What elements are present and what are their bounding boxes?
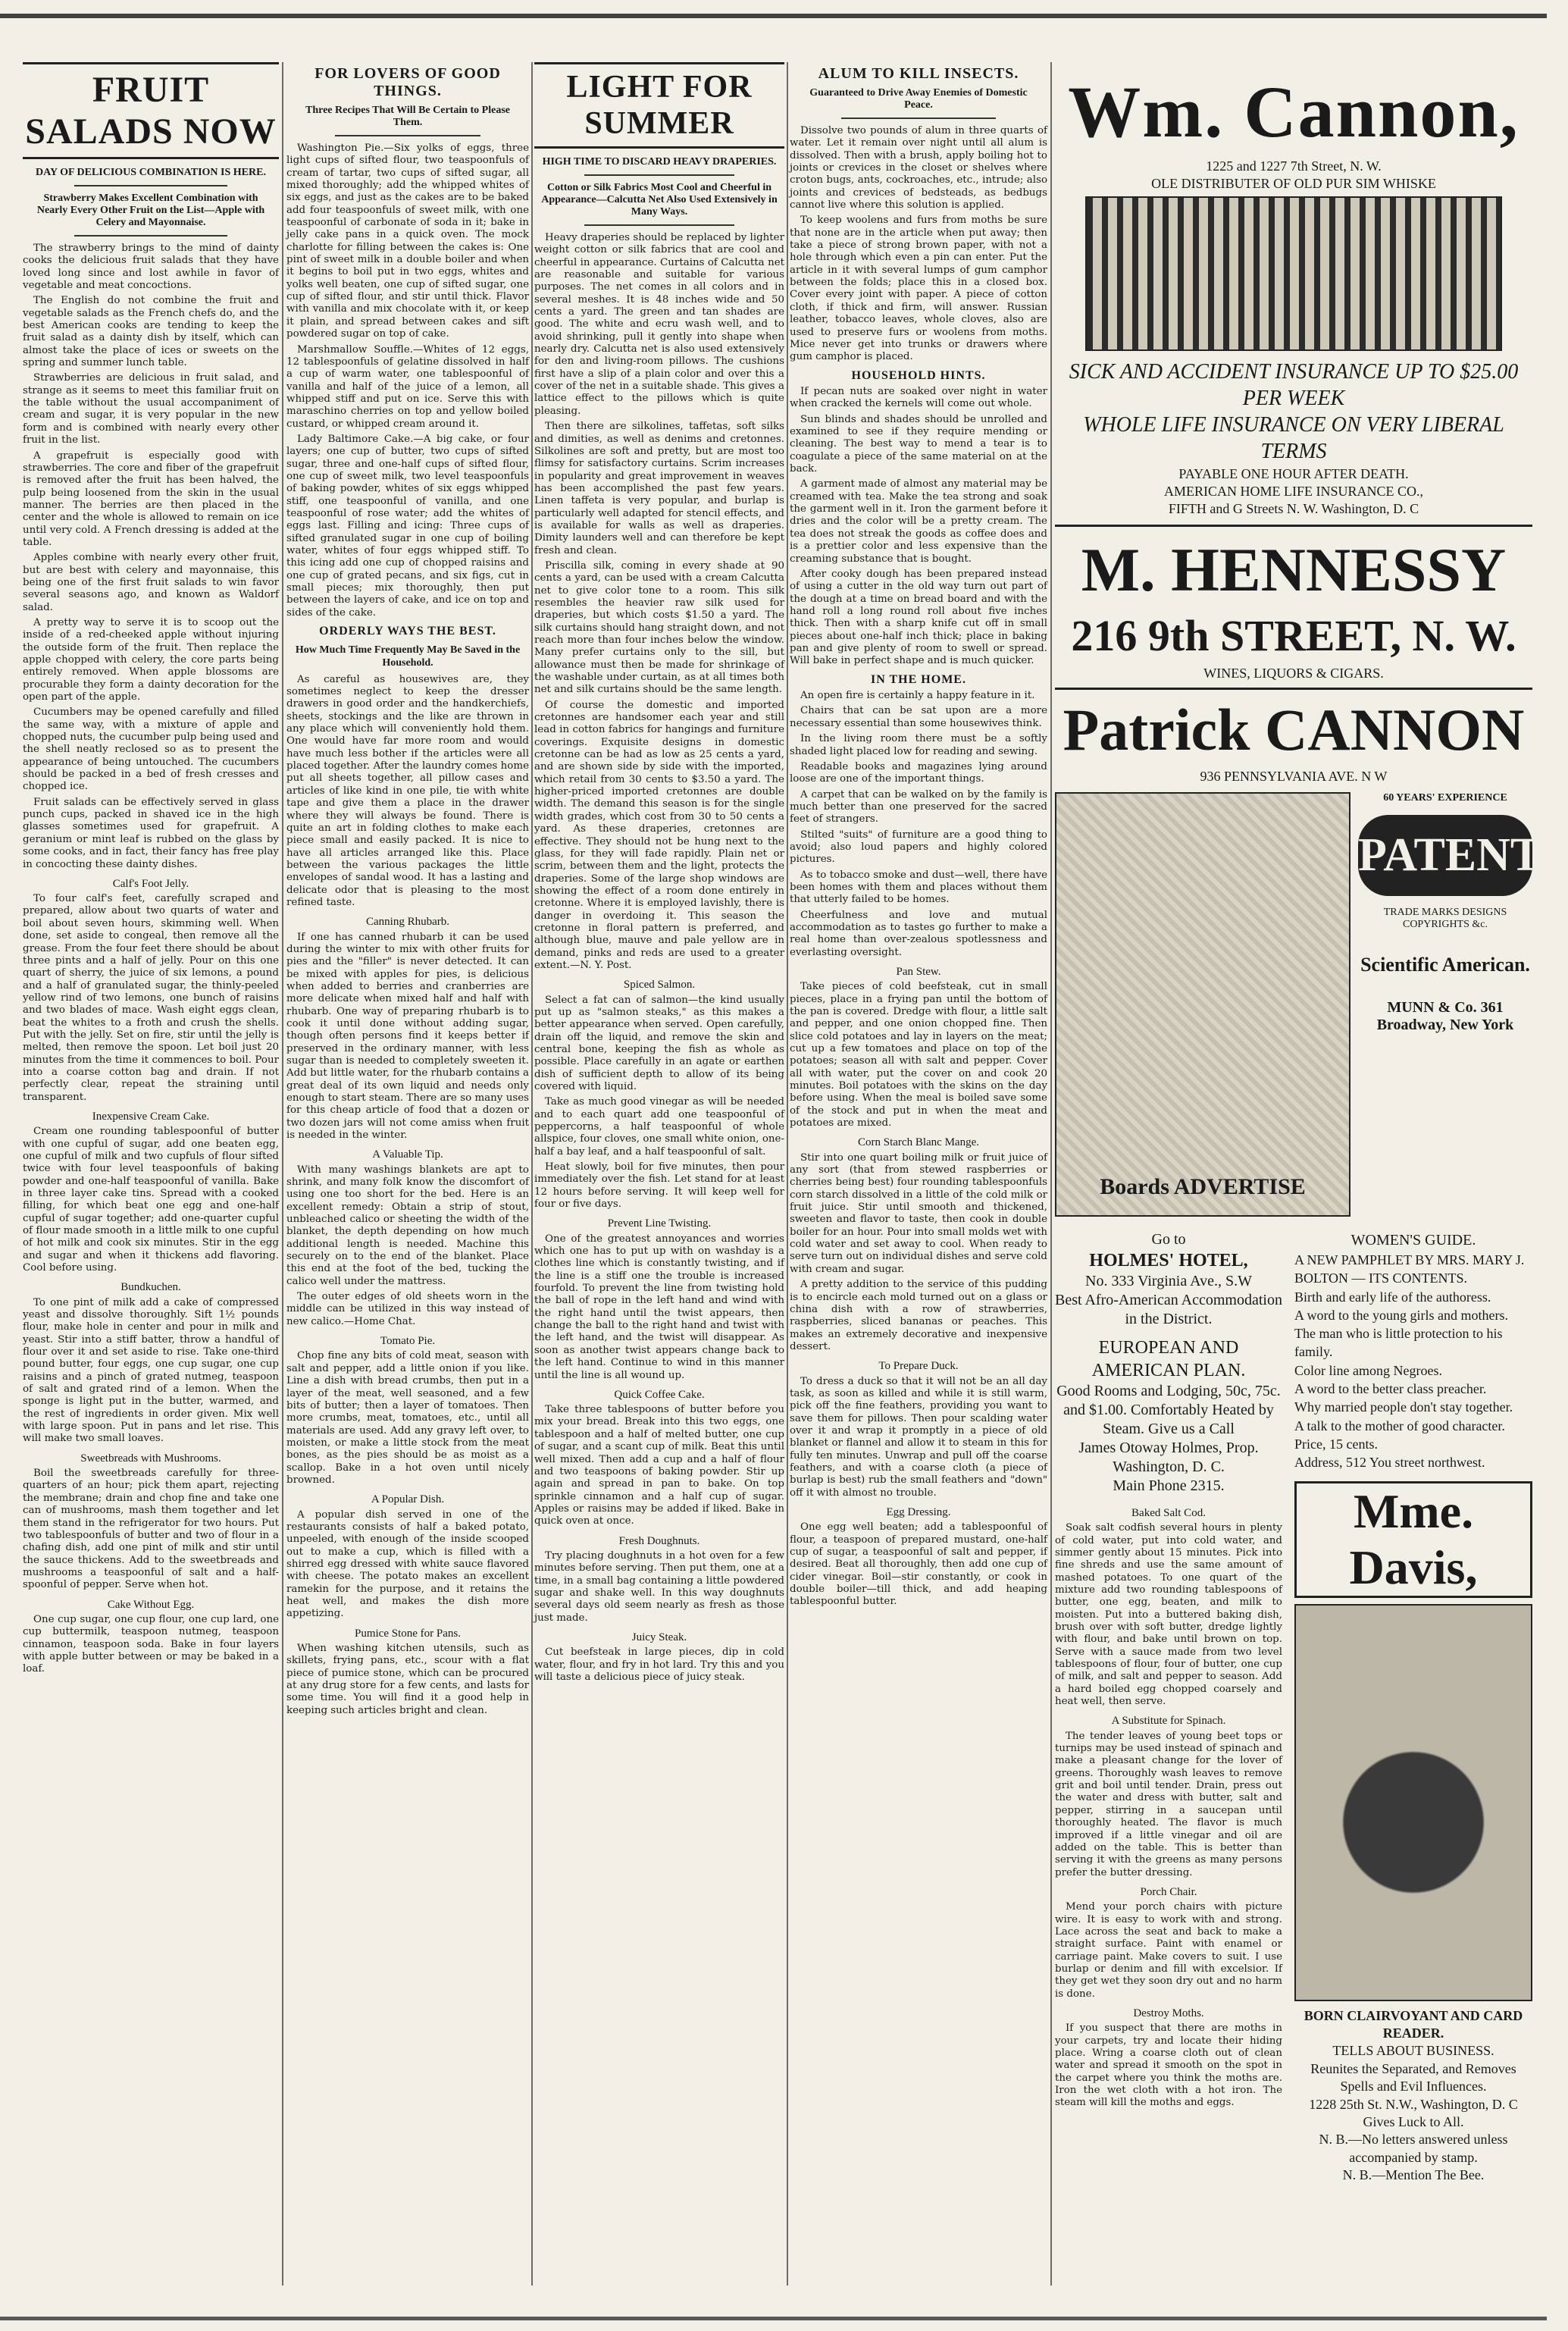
subhead: Sweetbreads with Mushrooms. xyxy=(80,1452,221,1465)
davis-line: Gives Luck to All. xyxy=(1363,2113,1464,2129)
paragraph: Take as much good vinegar as will be needed and to each quart add one teaspoonful of peppercorns, a half teaspoonful of whole allspice, four cloves, one small white onion, one-half a bay leaf, and a half teaspoonful of salt. xyxy=(534,1096,784,1158)
column-rule xyxy=(282,62,283,2286)
subdeck: Strawberry Makes Excellent Combination with Nearly Every Other Fruit on the List—Apple with Celery and Mayonnaise. xyxy=(36,193,265,228)
paragraph: An open fire is certainly a happy feature in it. xyxy=(800,690,1035,702)
divider xyxy=(1055,525,1532,527)
subhead: Bundkuchen. xyxy=(120,1281,181,1294)
munn-address: MUNN & Co. 361 Broadway, New York xyxy=(1376,999,1514,1033)
subdeck: Cotton or Silk Fabrics Most Cool and Cheerful in Appearance—Calcutta Net Also Used Extensively in Many Ways. xyxy=(541,182,778,218)
paragraph: The English do not combine the fruit and vegetable salads as the French chefs do, and the best American cooks are tending to keep the fruit salad as a dainty dish by itself, which can almost take the place of ices or sweets on the spring and summer lunch table. xyxy=(23,295,279,369)
subhead: Baked Salt Cod. xyxy=(1131,1507,1206,1519)
deck: DAY OF DELICIOUS COMBINATION IS HERE. xyxy=(36,167,266,178)
paragraph: Of course the domestic and imported cretonnes are handsomer each year and still lead in cotton fabrics for hangings and furniture coverings. Exquisite designs in domestic cretonne can be had as low as 25 cents a yard, and are shown side by side with the imported, which retail from 30 cents to $3.50 a yard. The higher-priced imported cretonnes are double width. The demand this season is for the single width grades, which cost from 30 to 50 cents a yard. As these draperies, cretonnes are effective. They should not be hung next to the glass, for they will fade rapidly. Plain net or scrim, between them and the light, protects the draperies. Some of the large shop windows are showing the effect of a room done entirely in cretonne. Where it is employed lavishly, there is danger in overdoing it. This season the cretonne in floral pattern is preferred, and although blue, mauve and pale yellow are in demand, pinks and reds are used to a greater extent.—N. Y. Post. xyxy=(534,699,784,971)
paragraph: To four calf's feet, carefully scraped and prepared, allow about two quarts of water and boil about seven hours, skimming well. When done, set aside to congeal, then remove all the grease. From the four feet there should be about three pints and a half of jelly. Pour on this one quart of sherry, the juice of six lemons, a pound and a half of granulated sugar, the thinly-peeled yellow rind of two lemons, one bunch of raisins and two blades of mace. Wash eight eggs clean, beat the whites to a froth and crush the shells. Put with the jelly. Set on fire, stir until the jelly is melted, then remove the spoon. Let boil just 20 minutes from the time it commences to boil. Pour into a coarse cotton bag and drain. If not perfectly clear, repeat the straining until transparent. xyxy=(23,893,279,1103)
recipes-small xyxy=(1055,1506,1282,2110)
paragraph: When washing kitchen utensils, such as skillets, frying pans, etc., scour with a flat piece of pumice stone, which can be procured at any drug store for a few cents, and lasts for some time. You will find it a good help in keeping such articles bright and clean. xyxy=(286,1642,529,1716)
hotel-accommodation: Best Afro-American Accommodation in the District. xyxy=(1055,1292,1282,1327)
insurance-line-2: WHOLE LIFE INSURANCE ON VERY LIBERAL TERMS xyxy=(1083,413,1504,463)
column-rule xyxy=(787,62,788,2286)
divider xyxy=(841,117,996,119)
paragraph: A popular dish served in one of the restaurants consists of half a baked potato, unpeeled, with enough of the inside scooped out to make a cup, which is filled with a shirred egg dressed with white sauce flavored with cheese. The potato makes an excellent ramekin for the purpose, and it retains the heat well, and makes the dish more appetizing. xyxy=(286,1509,529,1620)
womens-guide-title: WOMEN'S GUIDE. xyxy=(1350,1232,1476,1249)
column-fruit-salads xyxy=(23,62,279,2286)
subhead: Spiced Salmon. xyxy=(623,979,696,992)
paragraph: A garment made of almost any material may be creamed with tea. Make the tea strong and soak the garment well in it. Iron the garment before it dries and the color will be a pretty cream. The tea does not streak the goods as coffee does and is a prettier color and less expensive than the creaming substance that is bought. xyxy=(790,478,1047,565)
paragraph: Take pieces of cold beefsteak, cut in small pieces, place in a frying pan until the bottom of the pan is covered. Dredge with flour, a little salt and pepper, and one onion chopped fine. Then slice cold potatoes and lay in layers on the meat; cut up a few tomatoes and place on top of the potatoes; season all with salt and pepper. Cover all with water, put the cover on and cook 20 minutes. Boil potatoes with the skins on the day before using. When the meal is boiled save some of the stock and put in when the meat and potatoes are mixed. xyxy=(790,981,1047,1129)
subhead: A Popular Dish. xyxy=(371,1493,445,1506)
paragraph: One cup sugar, one cup flour, one cup lard, one cup buttermilk, teaspoon nutmeg, teaspoon cinnamon, teaspoon soda. Bake in four layers with apple butter between or may be baked in a loaf. xyxy=(23,1613,279,1675)
subhead: Juicy Steak. xyxy=(631,1631,687,1643)
hotel-plan: EUROPEAN AND AMERICAN PLAN. xyxy=(1091,1338,1246,1380)
paragraph: Washington Pie.—Six yolks of eggs, three light cups of sifted flour, two teaspoonfuls of cream of tartar, two cups of sifted sugar, all mixed thoroughly; add the whipped whites of six eggs, and just as the cakes are to be baked add four teaspoonfuls of sweet milk, with one teaspoonful of carbonate of soda in it; bake in jelly cake pans in a quick oven. The mock charlotte for filling between the cakes is: One pint of sweet milk in a double boiler and when it begins to boil put in two eggs, whites and yolks well beaten, one cup of sifted sugar, one cup of sifted flour, and stir until thick. Flavor with vanilla and mix chocolate with it, or keep it plain, and spread between cakes and sift powdered sugar on top of cake. xyxy=(286,143,529,340)
davis-line: TELLS ABOUT BUSINESS. xyxy=(1332,2043,1494,2059)
paragraph: In the living room there must be a softly shaded light placed low for reading and sewing. xyxy=(790,733,1047,757)
article-body xyxy=(534,232,784,1684)
insurance-line-1: SICK AND ACCIDENT INSURANCE UP TO $25.00 PER WEEK xyxy=(1069,360,1519,410)
subhead: Porch Chair. xyxy=(1140,1885,1197,1898)
article-body xyxy=(286,143,529,1717)
patents-title: PATENTS xyxy=(1358,815,1532,896)
guide-price: Price, 15 cents. xyxy=(1294,1436,1378,1452)
column-rule xyxy=(531,62,533,2286)
paragraph: With many washings blankets are apt to shrink, and many folk know the discomfort of using one too short for the bed. Here is an excellent remedy: Obtain a strip of stout, unbleached calico or sheeting the width of the blanket, the depth depending on how much additional length is needed. Machine this securely on to the end of the blanket. Place this end at the foot of the bed, tucking the calico well under the mattress. xyxy=(286,1164,529,1287)
ads-two-columns xyxy=(1055,1230,1532,2184)
hotel-phone: Main Phone 2315. xyxy=(1113,1477,1225,1494)
paragraph: Then there are silkolines, taffetas, soft silks and dimities, as well as denims and cretonnes. Silkolines are soft and pretty, but are most too flimsy for satisfactory curtains. Scrim increases in popularity and great improvement in weaves has been accomplished the past few years. Linen taffeta is very popular, and burlap is particularly well adapted for stencil effects, and is available for walls as well as draperies. Dimity launders well and can therefore be kept fresh and clean. xyxy=(534,421,784,556)
davis-note: N. B.—No letters answered unless accompanied by stamp. xyxy=(1319,2132,1508,2165)
column-rule xyxy=(1050,62,1052,2286)
paragraph: A pretty way to serve it is to scoop out the inside of a red-cheeked apple without injuring the outside form of the fruit. Then replace the apple chopped with celery, the core parts being entirely removed. When apple blossoms are procurable they form a dainty decoration for the open part of the apple. xyxy=(23,616,279,703)
paragraph: A pretty addition to the service of this pudding is to encircle each mold turned out on a glass or china dish with a row of strawberries, raspberries, sliced bananas or peaches. This makes an extremely decorative and inexpensive dessert. xyxy=(790,1279,1047,1352)
paragraph: Cucumbers may be opened carefully and filled the same way, with a mixture of apple and chopped nuts, the cucumber pulp being used and the shell neatly reclosed so as to present the appearance of being untouched. The cucumbers should be packed in a bed of fresh cresses and chopped ice. xyxy=(23,707,279,793)
subhead: Destroy Moths. xyxy=(1133,2007,1204,2019)
subhead: Canning Rhubarb. xyxy=(366,916,449,929)
paragraph: As to tobacco smoke and dust—well, there have been homes with them and places without them that utterly failed to be homes. xyxy=(790,869,1047,906)
trade-marks: TRADE MARKS DESIGNS COPYRIGHTS &c. xyxy=(1383,907,1507,930)
bottom-border xyxy=(0,2317,1547,2320)
headline-good-things: FOR LOVERS OF GOOD THINGS. xyxy=(315,65,501,99)
paragraph: Chop fine any bits of cold meat, season with salt and pepper, add a little onion if you like. Line a dish with bread crumbs, then put in a layer of the meat, well seasoned, and a few bits of butter; then a layer of tomatoes. Then more crumbs, meat, tomatoes, etc., until all materials are used. Add any gravy left over, to moisten, or make a little stock from the meat bones, as the pies should be as moist as a scallop. Bake in a hot oven until nicely browned. xyxy=(286,1350,529,1486)
ad-patrick-cannon-name: Patrick CANNON xyxy=(1063,697,1525,763)
subhead: Calf's Foot Jelly. xyxy=(112,877,189,890)
divider xyxy=(335,135,480,136)
right-ads xyxy=(1294,1230,1532,2184)
guide-line: Color line among Negroes. xyxy=(1294,1362,1442,1378)
paragraph: Sun blinds and shades should be unrolled and examined to see if they require mending or cleaning. The best way to mend a tear is to coagulate a piece of the same material on at the back. xyxy=(790,413,1047,475)
hotel-rates: Good Rooms and Lodging, 50c, 75c. and $1.00. Comfortably Heated by Steam. Give us a Call xyxy=(1056,1383,1281,1437)
ad-hennessy-name: M. HENNESSY xyxy=(1081,535,1507,604)
paragraph: After cooky dough has been prepared instead of using a cutter in the old way turn out part of the dough at a time on bread board and with the hand roll a long round roll about five inches thick. Then with a sharp knife cut off in small pieces about one-half inch thick; place in baking pan and give plenty of room to swell or spread. Will bake in perfect shape and is much quicker. xyxy=(790,568,1047,667)
paragraph: Select a fat can of salmon—the kind usually put up as "salmon steaks," as this makes a better appearance when served. Open carefully, drain off the liquid, and remove the skin and central bone, keeping the fish as whole as possible. Place carefully in an agate or earthen dish of sufficient depth to allow of its being covered with liquid. xyxy=(534,994,784,1092)
paragraph: Try placing doughnuts in a hot oven for a few minutes before serving. Then put them, one at a time, in a small bag containing a little powdered sugar and shake well. In this way doughnuts several days old seem nearly as fresh as those just made. xyxy=(534,1549,784,1624)
paragraph: Readable books and magazines lying around loose are one of the important things. xyxy=(790,760,1047,785)
insurance-line-3: PAYABLE ONE HOUR AFTER DEATH. xyxy=(1178,466,1409,481)
paragraph: Cream one rounding tablespoonful of butter with one cupful of sugar, add one beaten egg, one cupful of milk and two cupfuls of flour sifted twice with four level teaspoonfuls of baking powder and one-half teaspoonful of vanilla. Bake in three layer cake tins. Spread with a cooked filling, for which beat one egg and one-half cupful of sugar together; add one-quarter cupful of flour made smooth in a little milk to one cupful of hot milk and cook six minutes. Stir in the egg and sugar and when it thickens add flavoring. Cool before using. xyxy=(23,1126,279,1274)
paragraph: If pecan nuts are soaked over night in water when cracked the kernels will come out whole. xyxy=(790,386,1047,410)
paragraph: Priscilla silk, coming in every shade at 90 cents a yard, can be used with a cream Calcutta net to give color tone to a room. This silk resembles the heavier raw silk used for draperies, but which costs $1.50 a yard. The silk curtains should hang straight down, and not reach more than four inches below the window. Many prefer curtains only to the sill, but allowance must then be made for shrinkage of the washable under curtain, as at all times both net and silk curtains should be the same length. xyxy=(534,559,784,696)
ad-wm-cannon-tagline: OLE DISTRIBUTER OF OLD PUR SIM WHISKE xyxy=(1151,176,1436,191)
guide-line: A word to the young girls and mothers. xyxy=(1294,1307,1508,1323)
paragraph: To one pint of milk add a cake of compressed yeast and dissolve thoroughly. Sift 1½ pounds flour, make hole in center and pour in milk and yeast. Stir into a stiff batter, throw a handful of flour over it and set aside to rise. Take one-third pound butter, four eggs, one cup sugar, one cup raisins and a pinch of grated nutmeg, teaspoon of salt and grated rind of a lemon. When the sponge is light put in the butter, warmed, and the rest of ingredients in order given. Mix well with large spoon. Put in pans and let rise. This will make two small loaves. xyxy=(23,1296,279,1445)
paragraph: Cheerfulness and love and mutual accommodation as to tastes go further to make a real home than over-zealous spotlessness and everlasting oversight. xyxy=(790,909,1047,958)
patents-ad xyxy=(1358,792,1568,1217)
ad-hennessy-tagline: WINES, LIQUORS & CIGARS. xyxy=(1203,666,1384,681)
headline-orderly: ORDERLY WAYS THE BEST. xyxy=(319,625,496,638)
subhead: Corn Starch Blanc Mange. xyxy=(858,1136,979,1149)
subhead: Cake Without Egg. xyxy=(107,1598,195,1611)
top-border xyxy=(0,14,1547,18)
subhead: Egg Dressing. xyxy=(886,1505,951,1518)
paragraph: One of the greatest annoyances and worries which one has to put up with on washday is a clothes line which is constantly twisting, and if the line is a stiff one the trouble is increased fourfold. To prevent the line from twisting hold the ball of rope in the left hand and wind with the right hand until the twist appears, then change the ball to the right hand and twist with the left hand, and the twist will disappear. As soon as another twist appears change back to the left hand. Continue to wind in this manner until the line is all wound up. xyxy=(534,1233,784,1381)
paragraph: Boil the sweetbreads carefully for three-quarters of an hour; pick them apart, rejecting the membrane; drain and chop fine and take one can of mushrooms, mash them together and let them stand in the refrigerator for two hours. Put two tablespoonfuls of butter and two of flour in a chafing dish, add one pint of milk and stir until the sauce thickens. Add to the sweetbreads and mushrooms a teaspoonful of salt and a half-spoonful of pepper. Serve when hot. xyxy=(23,1468,279,1591)
subhead: Prevent Line Twisting. xyxy=(607,1217,712,1230)
davis-line: Reunites the Separated, and Removes Spells and Evil Influences. xyxy=(1310,2060,1516,2094)
cartoon-caption: Boards ADVERTISE xyxy=(1100,1174,1306,1199)
subhead: Quick Coffee Cake. xyxy=(614,1388,705,1401)
divider xyxy=(74,235,228,237)
subhead: Fresh Doughnuts. xyxy=(618,1534,700,1547)
paragraph: As careful as housewives are, they sometimes neglect to keep the dresser drawers in good order and the handkerchiefs, sheets, stockings and the like are thrown in any place which will conveniently hold them. One would have far more room and would have much less bother if the articles were all placed together. After the laundry comes home put all sheets together, all pillow cases and articles of like kind in one pile, tie with white tape and give them a place in the drawer where they will always be found. There is quite an art in folding clothes to make each piece small and easily packed. It is nice to have all articles arranged like this. Place between the various packages the little envelopes of sandal wood. It has a lasting and delicate odor that is pleasing to the most refined taste. xyxy=(286,673,529,908)
paragraph: Cut beefsteak in large pieces, dip in cold water, flour, and fry in hot lard. Try this and you will taste a delicious piece of juicy steak. xyxy=(534,1646,784,1683)
ad-mme-davis-name: Mme. Davis, xyxy=(1294,1481,1532,1598)
headline-fruit-salads: FRUIT SALADS NOW xyxy=(23,62,279,159)
portrait-illustration xyxy=(1294,1604,1532,2001)
ad-patents-block xyxy=(1055,792,1568,1217)
subhead: To Prepare Duck. xyxy=(878,1360,959,1373)
column-light-summer xyxy=(534,62,784,2286)
guide-line: A talk to the mother of good character. xyxy=(1294,1418,1505,1433)
paragraph: Mend your porch chairs with picture wire. It is easy to work with and strong. Lace across the seat and back to make a straight surface. Paint with enamel or carriage paint. Make covers to suit. I use burlap or denim and fill with excelsior. If they get wet they soon dry out and no harm is done. xyxy=(1055,1901,1282,2000)
insurance-company: AMERICAN HOME LIFE INSURANCE CO., xyxy=(1163,484,1423,499)
paragraph: Stir into one quart boiling milk or fruit juice of any sort (that from stewed raspberries or cherries being best) four rounding tablespoonfuls corn starch dissolved in a little of the cold milk or fruit juice. Stir until smooth and thickened, sweeten and flavor to taste, then cook in double boiler for an hour. Pour into small molds wet with cold water and set away to cool. When ready to serve turn out on individual dishes and serve cold with cream and sugar. xyxy=(790,1151,1047,1275)
guide-address: Address, 512 You street northwest. xyxy=(1294,1455,1485,1471)
paragraph: If you suspect that there are moths in your carpets, try and locate their hiding place. Wring a coarse cloth out of clean water and spread it smooth on the spot in the carpet where you think the moths are. Iron the wet cloth with a hot iron. The steam will kill the moths and eggs. xyxy=(1055,2022,1282,2109)
subhead: A Substitute for Spinach. xyxy=(1111,1715,1226,1728)
deck: Three Recipes That Will Be Certain to Please Them. xyxy=(305,105,510,128)
paragraph: The tender leaves of young beet tops or turnips may be used instead of spinach and make a pleasant change for the lover of greens. Thoroughly wash leaves to remove grit and boil until tender. Drain, press out the water and dress with butter, salt and pepper, stirring in a saucepan until thoroughly heated. The flavor is much improved if a little vinegar and oil are added on the table. This is better than serving it with the greens as many persons prefer the butter dressing. xyxy=(1055,1730,1282,1878)
davis-caption: BORN CLAIRVOYANT AND CARD READER. xyxy=(1304,2007,1523,2041)
cartoon-illustration xyxy=(1055,792,1350,1217)
ad-hennessy-address: 216 9th STREET, N. W. xyxy=(1071,611,1516,660)
paragraph: The strawberry brings to the mind of dainty cooks the delicious fruit salads that they have loved long since and lost awhile in favor of vegetable and meat concoctions. xyxy=(23,243,279,292)
paragraph: Soak salt codfish several hours in plenty of cold water, put into cold water, and simmer gently about 15 minutes. Pick into fine shreds and use the same amount of mashed potatoes. To one quart of the mixture add two rounding tablespoons of butter, one egg, beaten, and milk to moisten. Put into a buttered baking dish, brush over with soft butter, dredge lightly with flour, and bake until brown on top. Serve with a sauce made from two level tablespoons of flour, four of butter, one cup of milk, and salt and pepper to season. Add a hard boiled egg chopped coarsely and heat well, then serve. xyxy=(1055,1522,1282,1708)
hotel-goto: Go to xyxy=(1151,1231,1186,1248)
guide-line: A NEW PAMPHLET BY MRS. MARY J. BOLTON — ITS CONTENTS. xyxy=(1294,1252,1525,1286)
paragraph: Take three tablespoons of butter before you mix your bread. Break into this two eggs, one tablespoon and a half of melted butter, one cup of sugar, and a scant cup of milk. Beat this until well mixed. Then add a cup and a half of flour and two teaspoons of baking powder. Stir up again and spread in pan to bake. On top sprinkle cinnamon and a half cup of sugar. Apples or raisins may be added if liked. Bake in quick oven at once. xyxy=(534,1404,784,1527)
headline-in-the-home: IN THE HOME. xyxy=(871,672,966,686)
paragraph: One egg well beaten; add a tablespoonful of flour, a teaspoon of prepared mustard, one-half cup of sugar, a teaspoonful of salt and pepper, if desired. Beat all thoroughly, then add one cup of cider vinegar. Boil—stir constantly, or cook in double boiler—till thick, and add heaping tablespoonful butter. xyxy=(790,1521,1047,1608)
hotel-name: HOLMES' HOTEL, xyxy=(1089,1251,1248,1270)
hotel-city: Washington, D. C. xyxy=(1113,1458,1225,1475)
hotel-proprietor: James Otoway Holmes, Prop. xyxy=(1078,1440,1259,1456)
ad-wm-cannon-name: Wm. Cannon, xyxy=(1068,71,1519,152)
subhead: Tomato Pie. xyxy=(380,1335,436,1348)
scientific-american: Scientific American. xyxy=(1360,954,1530,976)
paragraph: If one has canned rhubarb it can be used during the winter to mix with other fruits for pies and the "filler" is never detected. It can be mixed with apples for pies, is delicious when added to berries and cranberries are more delicate when mixed half and half with rhubarb. One way of preparing rhubarb is to cook it until done without adding sugar, though often persons find it keeps better if preserved in the ordinary manner, with less sugar than is needed to completely sweeten it. Add but little water, for the rhubarb contains a great deal of its own liquid and needs only enough to start steam. There are so many uses for this cheap article of food that a dozen or two dozen jars will not come amiss when fruit is needed in the winter. xyxy=(286,931,529,1142)
paragraph: Chairs that can be sat upon are a more necessary essential than some housewives think. xyxy=(790,705,1047,729)
paragraph: To keep woolens and furs from moths be sure that none are in the article when put away; then take a piece of strong brown paper, with not a hole through which even a pin can enter. Put the article in it with several lumps of gum camphor between the folds; place this in a closed box. Cover every joint with paper. A piece of cotton cloth, if thick and firm, will answer. Russian leather, tobacco leaves, whole cloves, also are used to preserve furs or woolens from moths. Mice never get into trunks or drawers where gum camphor is placed. xyxy=(790,215,1047,363)
headline-light-summer: LIGHT FOR SUMMER xyxy=(534,62,784,149)
guide-line: A word to the better class preacher. xyxy=(1294,1381,1487,1397)
column-good-things xyxy=(286,62,529,2286)
subhead: Inexpensive Cream Cake. xyxy=(92,1110,210,1123)
column-alum xyxy=(790,62,1047,2286)
paragraph: Lady Baltimore Cake.—A big cake, or four layers; one cup of butter, two cups of sifted sugar, three and one-half cups of sifted flour, one cup of sweet milk, two level teaspoonfuls of baking powder, whites of six eggs whipped stiff, one teaspoonful of vanilla, and one teaspoonful of rose water; add the whites of eggs last. Filling and icing: Three cups of sifted granulated sugar in one cup of boiling water, whites of four eggs whipped stiff. To this icing add one cup of chopped raisins and one cup of grated pecans, and six figs, cut in small pieces; mix thoroughly, then put between the layers of cake, and ice on top and sides of the cake. xyxy=(286,433,529,619)
divider xyxy=(74,185,228,186)
headline-alum: ALUM TO KILL INSECTS. xyxy=(818,65,1019,82)
ad-holmes-hotel xyxy=(1055,1230,1282,2184)
divider xyxy=(1055,688,1532,690)
paragraph: Dissolve two pounds of alum in three quarts of water. Let it remain over night until all alum is dissolved. Then with a brush, apply boiling hot to joints or crevices in the closet or shelves where croton bugs, ants, cockroaches, etc., intrude; also joints and crevices of bedsteads, as bedbugs cannot live where this solution is applied. xyxy=(790,125,1047,211)
column-advertisements xyxy=(1055,62,1568,2286)
ad-wm-cannon-address: 1225 and 1227 7th Street, N. W. xyxy=(1206,158,1382,174)
deck: Guaranteed to Drive Away Enemies of Domestic Peace. xyxy=(809,87,1028,111)
insurance-address: FIFTH and G Streets N. W. Washington, D. C xyxy=(1168,501,1419,516)
guide-line: Birth and early life of the authoress. xyxy=(1294,1289,1491,1305)
paragraph: Fruit salads can be effectively served in glass punch cups, packed in shaved ice in the high glasses sometimes used for grapefruit. A geranium or mint leaf is rubbed on the glass by some cooks, and in fact, their fancy has free play in concocting these dainty dishes. xyxy=(23,796,279,870)
subhead: Pan Stew. xyxy=(896,966,941,978)
paragraph: Stilted "suits" of furniture are a good thing to avoid; also loud papers and highly colored pictures. xyxy=(790,829,1047,866)
paragraph: To dress a duck so that it will not be an all day task, as soon as killed and while it is still warm, pick off the fine feathers, providing you want to save them for pillows. Then pour scalding water over it and wrap it promptly in a piece of old blanket or flannel and allow it to steam in this for fully ten minutes. Unwrap and pull off the coarse feathers, and with a coarse cloth (a piece of burlap is best) rub the small feathers and "down" off it with almost no trouble. xyxy=(790,1375,1047,1499)
paragraph: A carpet that can be walked on by the family is much better than one preserved for the sacred feet of strangers. xyxy=(790,788,1047,826)
headline-household-hints: HOUSEHOLD HINTS. xyxy=(851,368,986,382)
building-illustration xyxy=(1085,196,1502,351)
ad-patrick-cannon-address: 936 PENNSYLVANIA AVE. N W xyxy=(1200,769,1388,784)
paragraph: Apples combine with nearly every other fruit, but are best with celery and mayonnaise, this being one of the first fruit salads to win favor several seasons ago, and known as Waldorf salad. xyxy=(23,552,279,613)
subhead: Pumice Stone for Pans. xyxy=(355,1627,461,1640)
guide-line: Why married people don't stay together. xyxy=(1294,1399,1513,1415)
paragraph: Heavy draperies should be replaced by lighter weight cotton or silk fabrics that are cool and cheerful in appearance. Curtains of Calcutta net are reasonable and suitable for various purposes. The net comes in all colors and in several meshes. It is 48 inches wide and 50 cents a yard. The green and tan shades are good. The white and ecru wash well, and to avoid shrinking, pull it gently into shape when nearly dry. Calcutta net is also used extensively for den and living-room pillows. The cushions first have a slip of a plain color and over this a cover of the net in a suitable shade. This gives a lattice effect to the pillows which is quite pleasing. xyxy=(534,232,784,417)
article-body xyxy=(790,125,1047,1609)
paragraph: Heat slowly, boil for five minutes, then pour immediately over the fish. Let stand for at least 12 hours before serving. It will keep well for four or five days. xyxy=(534,1161,784,1211)
deck: HIGH TIME TO DISCARD HEAVY DRAPERIES. xyxy=(542,156,777,168)
paragraph: Marshmallow Souffle.—Whites of 12 eggs, 12 tablespoonfuls of gelatine dissolved in half a cup of warm water, one tablespoonful of vanilla and half of the juice of a lemon, all whipped stiff and put on ice. Serve this with maraschino cherries on top and yellow boiled custard, or whipped cream around it. xyxy=(286,343,529,430)
hotel-address: No. 333 Virginia Ave., S.W xyxy=(1085,1273,1252,1289)
divider xyxy=(584,174,734,176)
subhead: A Valuable Tip. xyxy=(372,1148,443,1161)
davis-note: N. B.—Mention The Bee. xyxy=(1342,2167,1485,2183)
davis-address: 1228 25th St. N.W., Washington, D. C xyxy=(1309,2096,1518,2112)
paragraph: A grapefruit is especially good with strawberries. The core and fiber of the grapefruit is removed after the fruit has been halved, the pulp being loosened from the skin in the usual manner. The berries are then placed in the center and the whole is allowed to remain on ice until very cold. A French dressing is added at the table. xyxy=(23,450,279,548)
divider xyxy=(584,224,734,226)
paragraph: The outer edges of old sheets worn in the middle can be utilized in this way instead of new calico.—Home Chat. xyxy=(286,1291,529,1327)
guide-line: The man who is little protection to his family. xyxy=(1294,1326,1503,1360)
paragraph: Strawberries are delicious in fruit salad, and strange as it seems to meet this familiar fruit on the table without the usual accompaniment of cream and sugar, it is very popular in the new form and is combined with nearly every other fruit in the list. xyxy=(23,372,279,446)
years-experience: 60 YEARS' EXPERIENCE xyxy=(1383,792,1507,804)
article-body xyxy=(23,243,279,1676)
deck: How Much Time Frequently May Be Saved in the Household. xyxy=(295,644,521,669)
